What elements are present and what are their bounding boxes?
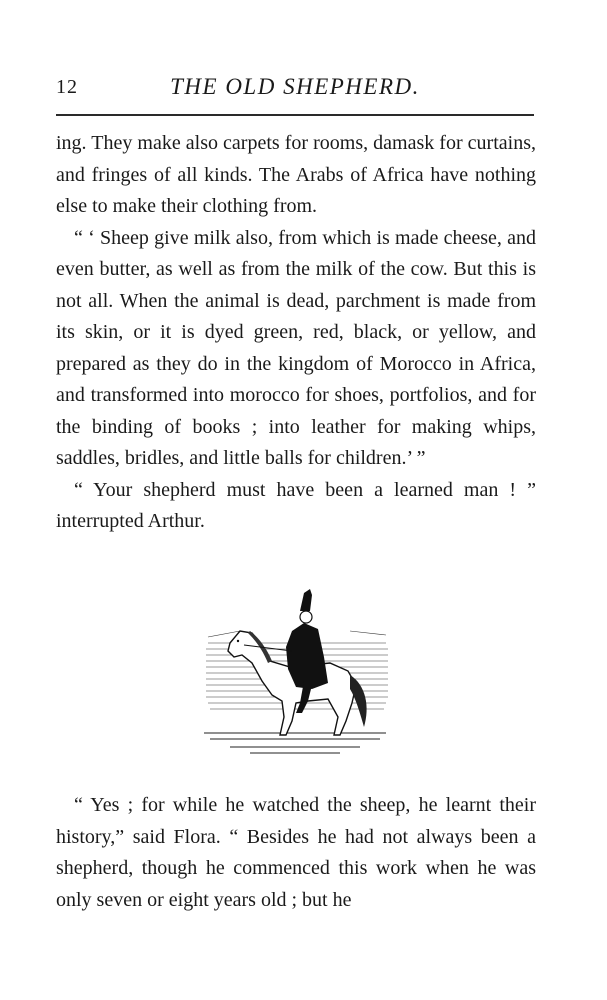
text-block-lower: [56, 790, 536, 916]
page-number: 12: [56, 76, 78, 98]
paragraph-3: “ Your shepherd must have been a learned man ! ” interrupted Arthur.: [56, 478, 536, 532]
text-block-upper: [56, 128, 536, 538]
paragraph-2: “ ‘ Sheep give milk also, from which is made cheese, and even butter, as well as from the milk of the cow. But this is not all. When the animal is dead, parchment is made from its skin, or it is dyed green, red, black, or yellow, and prepared as they do in the kingdom of Morocco in Africa, and transformed into morocco for shoes, portfolios, and for the binding of books ; into leather for making whips, saddles, bridles, and little balls for children.’ ”: [56, 226, 536, 469]
header-rule: [56, 114, 534, 116]
horse-rider-illustration: [200, 585, 390, 765]
horse-rider-engraving: [200, 585, 390, 765]
paragraph-4: “ Yes ; for while he watched the sheep, he learnt their history,” said Flora. “ Besides he had not always been a shepherd, though he commenced this work when he was only seven or eight years old ; but he: [56, 794, 536, 911]
page-header: [56, 72, 534, 112]
running-head: THE OLD SHEPHERD.: [170, 74, 420, 99]
paragraph-1: ing. They make also carpets for rooms, damask for curtains, and fringes of all kinds. The Arabs of Africa have nothing else to make their clothing from.: [56, 132, 536, 217]
